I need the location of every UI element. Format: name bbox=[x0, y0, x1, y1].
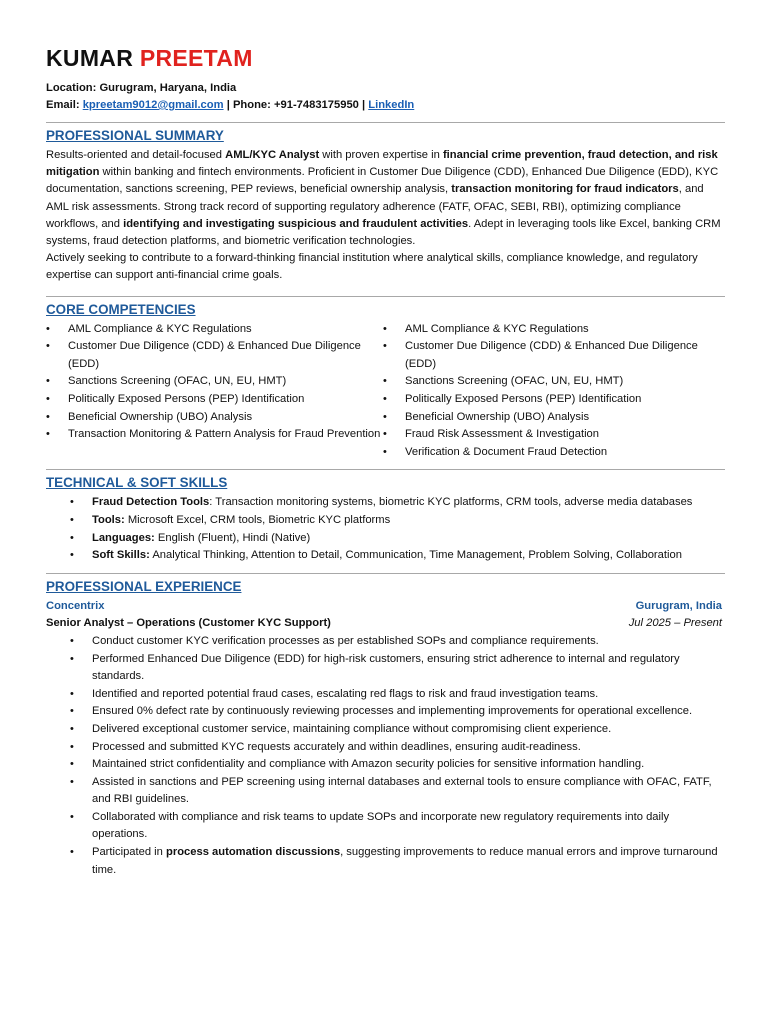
job-dates: Jul 2025 – Present bbox=[628, 617, 722, 630]
bullet-icon: • bbox=[70, 531, 74, 544]
text-segment: , and AML risk assessments. Strong track record of supporting regulatory adherence (FATF, OFAC, SEBI, RBI), optimizing compliance workflows, and bbox=[46, 183, 704, 230]
email-link[interactable]: kpreetam9012@gmail.com bbox=[82, 99, 224, 111]
first-name: KUMAR bbox=[46, 45, 134, 71]
competency-item bbox=[383, 391, 720, 409]
contact-line bbox=[46, 97, 722, 114]
competency-text: AML Compliance & KYC Regulations bbox=[68, 322, 252, 335]
skill-label: Soft Skills: bbox=[92, 549, 150, 562]
bullet-icon: • bbox=[46, 393, 50, 405]
bullet-icon: • bbox=[383, 375, 387, 388]
bold-text: transaction monitoring for fraud indicators bbox=[451, 183, 679, 196]
section-divider bbox=[46, 122, 725, 123]
experience-bullet bbox=[46, 774, 722, 809]
bullet-icon: • bbox=[383, 445, 387, 458]
competency-text: Fraud Risk Assessment & Investigation bbox=[405, 428, 599, 441]
skill-text: Transaction monitoring systems, biometric KYC platforms, CRM tools, adverse media databases bbox=[215, 496, 693, 509]
skill-text: Analytical Thinking, Attention to Detail, Communication, Time Management, Problem Solving, Collaboration bbox=[152, 549, 682, 562]
bullet-icon: • bbox=[383, 410, 387, 423]
skill-label: Languages: bbox=[92, 531, 155, 544]
bullet-icon: • bbox=[383, 340, 387, 353]
experience-bullet bbox=[46, 651, 722, 686]
bullet-icon: • bbox=[70, 549, 74, 562]
competency-text: Beneficial Ownership (UBO) Analysis bbox=[405, 410, 590, 423]
competency-text: Customer Due Diligence (CDD) & Enhanced Due Diligence (EDD) bbox=[405, 340, 698, 370]
experience-bullet bbox=[46, 633, 722, 651]
competencies-right-list bbox=[383, 321, 720, 462]
experience-bullet bbox=[46, 686, 722, 704]
skill-item bbox=[46, 494, 722, 512]
bullet-icon: • bbox=[70, 758, 74, 771]
experience-bullets bbox=[46, 633, 722, 879]
role-row bbox=[46, 615, 722, 633]
text-segment: Performed Enhanced Due Diligence (EDD) for high-risk customers, ensuring strict adherence to internal and regulatory standards. bbox=[92, 652, 680, 683]
experience-bullet bbox=[46, 703, 722, 721]
text-segment: Delivered exceptional customer service, maintaining compliance without compromising client experience. bbox=[92, 722, 612, 735]
competencies-title: CORE COMPETENCIES bbox=[46, 301, 196, 317]
competency-item bbox=[46, 321, 383, 339]
candidate-name bbox=[46, 44, 722, 72]
text-segment: within banking and fintech environments. Proficient in Customer Due Diligence (CDD), Enhanced Due Diligence (EDD), KYC documentation, sanctions screening, PEP reviews, beneficial ownership analysis, bbox=[46, 166, 719, 196]
bullet-icon: • bbox=[46, 340, 50, 353]
text-segment: , suggesting improvements to reduce manual errors and improve turnaround time. bbox=[92, 846, 718, 876]
bullet-icon: • bbox=[70, 740, 74, 753]
job-location: Gurugram, India bbox=[635, 599, 722, 612]
bullet-icon: • bbox=[70, 846, 74, 859]
bullet-icon: • bbox=[70, 687, 74, 700]
separator: | bbox=[362, 99, 366, 111]
bullet-icon: • bbox=[46, 375, 50, 388]
section-divider bbox=[46, 469, 725, 470]
bullet-icon: • bbox=[46, 322, 50, 335]
phone-value: +91-7483175950 bbox=[273, 99, 359, 111]
competency-item bbox=[383, 373, 720, 391]
experience-bullet bbox=[46, 809, 722, 844]
bullet-icon: • bbox=[70, 634, 74, 647]
competency-item bbox=[383, 409, 720, 427]
phone-label: Phone: bbox=[232, 99, 271, 111]
bullet-icon: • bbox=[70, 810, 74, 823]
location-line bbox=[46, 80, 722, 97]
bold-text: identifying and investigating suspicious and fraudulent activities bbox=[123, 217, 469, 230]
competency-text: Politically Exposed Persons (PEP) Identification bbox=[405, 393, 642, 405]
competency-item bbox=[46, 409, 383, 427]
bullet-icon: • bbox=[70, 513, 74, 526]
skill-separator: : bbox=[209, 496, 216, 509]
last-name: PREETAM bbox=[139, 45, 253, 71]
competency-item bbox=[46, 338, 383, 373]
skill-text: English (Fluent), Hindi (Native) bbox=[157, 531, 311, 544]
bullet-icon: • bbox=[383, 393, 387, 405]
competency-item bbox=[383, 338, 720, 373]
skill-item bbox=[46, 512, 722, 530]
skill-item bbox=[46, 547, 722, 565]
skills-section bbox=[46, 474, 722, 564]
competency-text: Beneficial Ownership (UBO) Analysis bbox=[68, 410, 253, 423]
company-name: Concentrix bbox=[46, 599, 105, 612]
job-title: Senior Analyst – Operations (Customer KYC Support) bbox=[46, 617, 331, 630]
skill-label: Fraud Detection Tools bbox=[92, 496, 210, 509]
skill-label: Tools: bbox=[92, 513, 125, 526]
experience-title: PROFESSIONAL EXPERIENCE bbox=[46, 578, 242, 594]
summary-section bbox=[46, 127, 722, 285]
company-row bbox=[46, 598, 722, 616]
competency-text: Customer Due Diligence (CDD) & Enhanced Due Diligence (EDD) bbox=[68, 340, 361, 370]
skills-title: TECHNICAL & SOFT SKILLS bbox=[46, 475, 228, 491]
bullet-icon: • bbox=[46, 410, 50, 423]
competency-item bbox=[46, 426, 383, 444]
competency-text: Sanctions Screening (OFAC, UN, EU, HMT) bbox=[405, 375, 624, 388]
competencies-section bbox=[46, 301, 722, 462]
competencies-grid bbox=[46, 321, 722, 462]
experience-bullet bbox=[46, 756, 722, 774]
section-divider bbox=[46, 296, 725, 297]
section-divider bbox=[46, 573, 725, 574]
text-segment: with proven expertise in bbox=[319, 149, 443, 161]
competency-item bbox=[46, 391, 383, 409]
text-segment: . Adept in leveraging tools like Excel, banking CRM systems, fraud detection platforms, and biometric verification technologies. bbox=[46, 217, 721, 248]
competency-item bbox=[46, 373, 383, 391]
summary-title: PROFESSIONAL SUMMARY bbox=[46, 128, 224, 143]
bold-text: financial crime prevention, fraud detection, and risk mitigation bbox=[46, 149, 718, 179]
text-segment: Maintained strict confidentiality and compliance with Amazon security policies for sensitive information handling. bbox=[92, 758, 645, 771]
summary-paragraph bbox=[46, 147, 722, 250]
competencies-left-list bbox=[46, 321, 383, 444]
bullet-icon: • bbox=[70, 722, 74, 735]
text-segment: Conduct customer KYC verification processes as per established SOPs and compliance requirements. bbox=[92, 634, 599, 647]
text-segment: Processed and submitted KYC requests accurately and within deadlines, ensuring audit-readiness. bbox=[92, 740, 581, 753]
bullet-icon: • bbox=[70, 652, 74, 665]
experience-bullet bbox=[46, 721, 722, 739]
text-segment: Results-oriented and detail-focused bbox=[46, 149, 226, 161]
bold-text: AML/KYC Analyst bbox=[225, 149, 320, 161]
location-label: Location: bbox=[46, 82, 97, 94]
bullet-icon: • bbox=[383, 322, 387, 335]
bullet-icon: • bbox=[46, 428, 50, 441]
competencies-right-column bbox=[383, 321, 720, 462]
experience-bullet bbox=[46, 844, 722, 879]
skill-item bbox=[46, 530, 722, 548]
competency-item bbox=[383, 426, 720, 444]
competency-text: Transaction Monitoring & Pattern Analysis for Fraud Prevention bbox=[68, 428, 381, 441]
text-segment: Identified and reported potential fraud cases, escalating red flags to risk and fraud investigation teams. bbox=[92, 687, 599, 700]
bullet-icon: • bbox=[383, 428, 387, 441]
text-segment: Ensured 0% defect rate by continuously reviewing processes and implementing improvements for operational excellence. bbox=[92, 705, 693, 718]
summary-closing: Actively seeking to contribute to a forward-thinking financial institution where analytical skills, compliance knowledge, and regulatory expertise can support anti-financial crime goals. bbox=[46, 252, 698, 282]
competency-text: Sanctions Screening (OFAC, UN, EU, HMT) bbox=[68, 375, 287, 388]
competency-item bbox=[383, 321, 720, 339]
competency-item bbox=[383, 444, 720, 462]
separator: | bbox=[226, 99, 230, 111]
competency-text: Politically Exposed Persons (PEP) Identification bbox=[68, 393, 305, 405]
linkedin-link[interactable]: LinkedIn bbox=[368, 99, 415, 111]
skill-text: Microsoft Excel, CRM tools, Biometric KYC platforms bbox=[127, 513, 391, 526]
competency-text: AML Compliance & KYC Regulations bbox=[405, 322, 589, 335]
bullet-icon: • bbox=[70, 496, 74, 509]
bullet-icon: • bbox=[70, 705, 74, 718]
text-segment: Participated in bbox=[92, 846, 167, 859]
email-label: Email: bbox=[46, 99, 80, 111]
text-segment: Collaborated with compliance and risk teams to update SOPs and incorporate new regulatory requirements into daily operations. bbox=[92, 810, 670, 841]
skills-list bbox=[46, 494, 722, 564]
text-segment: Assisted in sanctions and PEP screening using internal databases and external tools to ensure compliance with OFAC, FATF, and RBI guidelines. bbox=[92, 775, 712, 806]
experience-section bbox=[46, 578, 722, 880]
location-value: Gurugram, Haryana, India bbox=[99, 82, 237, 94]
bullet-icon: • bbox=[70, 775, 74, 788]
experience-bullet bbox=[46, 739, 722, 757]
competencies-left-column bbox=[46, 321, 383, 462]
competency-text: Verification & Document Fraud Detection bbox=[405, 445, 608, 458]
bold-text: process automation discussions bbox=[166, 846, 341, 859]
